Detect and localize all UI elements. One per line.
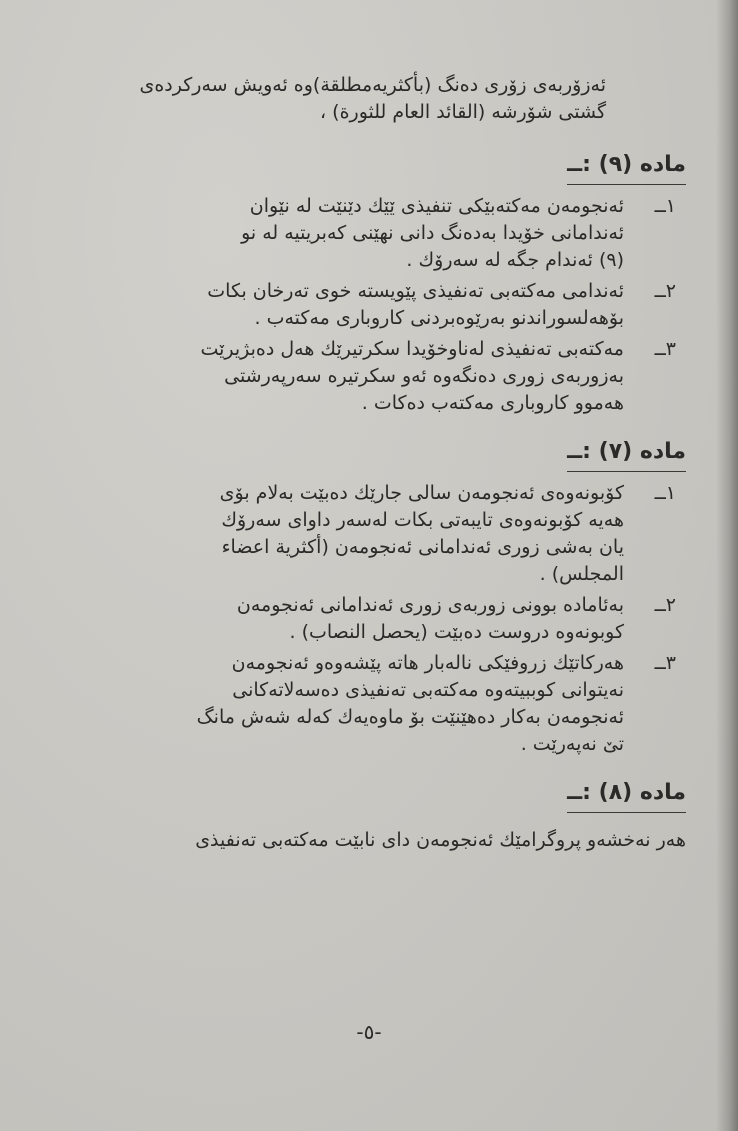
text-line: بەئامادە بوونی زوربەی زوری ئەندامانی ئەنجومەن <box>236 594 624 616</box>
item-text <box>96 336 624 417</box>
article-item <box>96 193 676 274</box>
item-number: ٢ــ <box>654 280 676 302</box>
text-line: ئەنجومەن مەکتەبێکی تنفیذی ێێك دێنێت لە نێوان <box>249 195 624 217</box>
page-number: -٥- <box>356 1020 382 1044</box>
intro-paragraph <box>96 72 606 126</box>
item-number: ٣ــ <box>654 338 676 360</box>
item-text <box>96 193 624 274</box>
text-line: (٩) ئەندام جگە لە سەرۆك . <box>406 249 624 271</box>
item-text <box>96 650 624 758</box>
item-text <box>96 480 624 588</box>
item-number: ١ــ <box>654 195 676 217</box>
intro-line: ئەزۆربەی زۆری دەنگ (بأکثریەمطلقة)وە ئەویش سەرکردەی <box>139 74 606 96</box>
text-line: هەر نەخشەو پروگرامێك ئەنجومەن دای نابێت مەکتەبی تەنفیذی <box>195 829 686 851</box>
text-line: المجلس) . <box>539 563 624 585</box>
item-text <box>96 278 624 332</box>
item-text <box>96 592 624 646</box>
item-number: ١ــ <box>654 482 676 504</box>
item-number: ٢ــ <box>654 594 676 616</box>
page-content <box>96 72 686 854</box>
text-line: یان بەشی زوری ئەندامانی ئەنجومەن (أكثرية اعضاء <box>221 536 624 558</box>
text-line: تێ نەپەرێت . <box>520 733 624 755</box>
text-line: ئەندامی مەکتەبی تەنفیذی پێویستە خوی تەرخان بکات <box>207 280 624 302</box>
text-line: هەیە کۆبونەوەی تایبەتی بکات لەسەر داوای سەرۆك <box>221 509 624 531</box>
text-line: مەکتەبی تەنفیذی لەناوخۆیدا سکرتیرێك هەل دەبژیرێت <box>200 338 624 360</box>
text-line: کۆبونەوەی ئەنجومەن سالی جارێك دەبێت بەلام بۆی <box>219 482 624 504</box>
article-section <box>96 776 686 854</box>
article-heading: مادە (٨) :ــ <box>567 776 686 813</box>
article-section <box>96 148 686 417</box>
article-heading: مادە (٩) :ــ <box>567 148 686 185</box>
text-line: هەرکاتێك زروفێکی نالەبار هاتە پێشەوەو ئەنجومەن <box>231 652 624 674</box>
text-line: بۆهەلسوراندنو بەرێوەبردنی کاروباری مەکتەب . <box>254 307 624 329</box>
text-line: نەیتوانی کوببیتەوە مەکتەبی تەنفیذی دەسەلاتەکانی <box>232 679 624 701</box>
text-line: ئەندامانی خۆیدا بەدەنگ دانی نهێنی کەبریتیە لە نو <box>241 222 624 244</box>
article-heading: مادە (٧) :ــ <box>567 435 686 472</box>
article-item <box>96 336 676 417</box>
item-number: ٣ــ <box>654 652 676 674</box>
text-line: کوبونەوە دروست دەبێت (يحصل النصاب) . <box>289 621 624 643</box>
article-item <box>96 592 676 646</box>
article-item <box>96 278 676 332</box>
intro-line: گشتی شۆرشە (القائد العام للثورة) ، <box>319 101 606 123</box>
article-section <box>96 435 686 758</box>
text-line: هەموو کاروباری مەکتەب دەکات . <box>361 392 624 414</box>
text-line: ئەنجومەن بەکار دەهێنێت بۆ ماوەیەك کەلە شەش مانگ <box>196 706 624 728</box>
text-line: بەزوربەی زوری دەنگەوە ئەو سکرتیرە سەرپەرشتی <box>224 365 624 387</box>
article-item <box>96 650 676 758</box>
article-item <box>96 480 676 588</box>
page-edge-shadow <box>716 0 738 1131</box>
